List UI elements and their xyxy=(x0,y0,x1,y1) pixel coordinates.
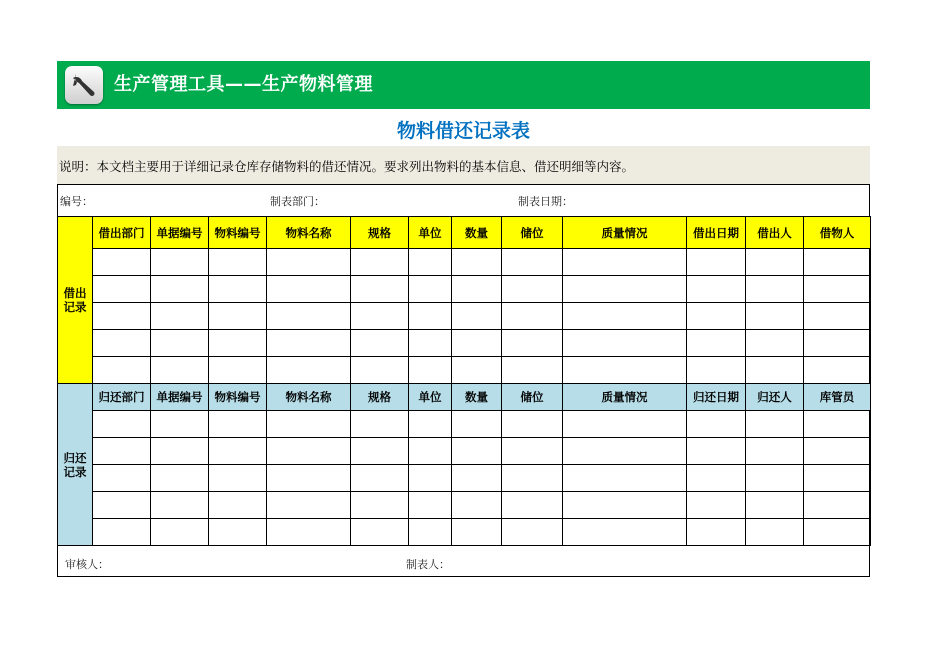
table-cell[interactable] xyxy=(351,465,409,492)
table-row xyxy=(58,465,871,492)
table-cell[interactable] xyxy=(687,465,746,492)
table-row xyxy=(58,249,871,276)
table-cell[interactable] xyxy=(563,357,687,384)
table-cell[interactable] xyxy=(563,411,687,438)
table-cell[interactable] xyxy=(151,492,209,519)
return-header-row xyxy=(58,384,871,411)
table-cell[interactable] xyxy=(267,330,351,357)
table-cell[interactable] xyxy=(563,492,687,519)
table-cell[interactable] xyxy=(351,276,409,303)
table-cell[interactable] xyxy=(687,411,746,438)
table-cell[interactable] xyxy=(746,465,804,492)
table-cell[interactable] xyxy=(502,519,563,546)
table-cell[interactable] xyxy=(267,411,351,438)
table-cell[interactable] xyxy=(502,411,563,438)
table-cell[interactable] xyxy=(409,411,452,438)
table-cell[interactable] xyxy=(267,492,351,519)
column-header: 单据编号 xyxy=(151,384,209,411)
table-cell[interactable] xyxy=(93,276,151,303)
table-cell[interactable] xyxy=(409,465,452,492)
table-cell[interactable] xyxy=(93,249,151,276)
table-cell[interactable] xyxy=(93,411,151,438)
table-cell[interactable] xyxy=(351,357,409,384)
table-cell[interactable] xyxy=(687,330,746,357)
table-cell[interactable] xyxy=(502,438,563,465)
table-cell[interactable] xyxy=(563,465,687,492)
table-cell[interactable] xyxy=(804,465,871,492)
table-cell[interactable] xyxy=(209,249,267,276)
table-cell[interactable] xyxy=(267,438,351,465)
table-cell[interactable] xyxy=(209,303,267,330)
table-cell[interactable] xyxy=(151,357,209,384)
table-cell[interactable] xyxy=(746,357,804,384)
table-cell[interactable] xyxy=(267,276,351,303)
column-header: 质量情况 xyxy=(563,217,687,249)
table-cell[interactable] xyxy=(93,465,151,492)
table-cell[interactable] xyxy=(409,519,452,546)
column-header: 单位 xyxy=(409,384,452,411)
table-cell[interactable] xyxy=(151,303,209,330)
table-cell[interactable] xyxy=(267,465,351,492)
preparer-label: 制表人： xyxy=(406,558,450,571)
table-cell[interactable] xyxy=(746,303,804,330)
table-row xyxy=(58,519,871,546)
column-header: 规格 xyxy=(351,384,409,411)
column-header: 物料名称 xyxy=(267,384,351,411)
table-cell[interactable] xyxy=(804,330,871,357)
wrench-icon xyxy=(65,66,103,104)
table-cell[interactable] xyxy=(746,492,804,519)
table-cell[interactable] xyxy=(452,519,502,546)
table-cell[interactable] xyxy=(804,519,871,546)
table-cell[interactable] xyxy=(209,492,267,519)
table-cell[interactable] xyxy=(746,438,804,465)
column-header: 数量 xyxy=(452,384,502,411)
column-header: 储位 xyxy=(502,217,563,249)
table-cell[interactable] xyxy=(93,492,151,519)
table-row xyxy=(58,492,871,519)
table-cell[interactable] xyxy=(209,519,267,546)
table-cell[interactable] xyxy=(351,492,409,519)
table-cell[interactable] xyxy=(452,438,502,465)
table-cell[interactable] xyxy=(687,249,746,276)
reviewer-label: 审核人： xyxy=(65,558,109,571)
table-cell[interactable] xyxy=(804,276,871,303)
table-cell[interactable] xyxy=(151,330,209,357)
table-cell[interactable] xyxy=(502,357,563,384)
table-cell[interactable] xyxy=(452,357,502,384)
table-row xyxy=(58,330,871,357)
table-cell[interactable] xyxy=(93,303,151,330)
table-cell[interactable] xyxy=(151,519,209,546)
table-cell[interactable] xyxy=(746,330,804,357)
table-cell[interactable] xyxy=(409,303,452,330)
table-cell[interactable] xyxy=(563,330,687,357)
table-cell[interactable] xyxy=(804,438,871,465)
table-cell[interactable] xyxy=(746,411,804,438)
table-cell[interactable] xyxy=(502,249,563,276)
banner-title: 生产管理工具——生产物料管理 xyxy=(114,74,373,95)
table-cell[interactable] xyxy=(563,303,687,330)
table-cell[interactable] xyxy=(151,465,209,492)
table-cell[interactable] xyxy=(746,519,804,546)
table-cell[interactable] xyxy=(267,249,351,276)
number-label: 编号： xyxy=(60,195,93,208)
table-cell[interactable] xyxy=(452,465,502,492)
table-cell[interactable] xyxy=(804,492,871,519)
table-cell[interactable] xyxy=(93,330,151,357)
table-cell[interactable] xyxy=(452,249,502,276)
column-header: 借物人 xyxy=(804,217,871,249)
table-cell[interactable] xyxy=(351,303,409,330)
column-header: 物料编号 xyxy=(209,384,267,411)
column-header: 规格 xyxy=(351,217,409,249)
table-cell[interactable] xyxy=(452,303,502,330)
table-cell[interactable] xyxy=(452,492,502,519)
table-row xyxy=(58,303,871,330)
table-cell[interactable] xyxy=(209,438,267,465)
header-banner xyxy=(57,61,870,109)
table-cell[interactable] xyxy=(267,519,351,546)
table-cell[interactable] xyxy=(267,303,351,330)
table-cell[interactable] xyxy=(151,276,209,303)
table-cell[interactable] xyxy=(409,492,452,519)
table-cell[interactable] xyxy=(209,276,267,303)
table-cell[interactable] xyxy=(687,303,746,330)
column-header: 单位 xyxy=(409,217,452,249)
table-cell[interactable] xyxy=(563,276,687,303)
table-cell[interactable] xyxy=(687,519,746,546)
table-cell[interactable] xyxy=(209,357,267,384)
borrow-return-table xyxy=(57,216,871,546)
document-title: 物料借还记录表 xyxy=(396,120,530,142)
table-cell[interactable] xyxy=(209,465,267,492)
description-text: 说明：本文档主要用于详细记录仓库存储物料的借还情况。要求列出物料的基本信息、借还明细等内容。 xyxy=(59,159,635,174)
table-cell[interactable] xyxy=(502,465,563,492)
column-header: 借出日期 xyxy=(687,217,746,249)
table-cell[interactable] xyxy=(93,519,151,546)
table-cell[interactable] xyxy=(409,330,452,357)
column-header: 物料编号 xyxy=(209,217,267,249)
table-cell[interactable] xyxy=(502,276,563,303)
table-cell[interactable] xyxy=(151,249,209,276)
table-row xyxy=(58,276,871,303)
table-cell[interactable] xyxy=(563,519,687,546)
date-label: 制表日期： xyxy=(518,195,573,208)
borrow-header-row xyxy=(58,217,871,249)
table-row xyxy=(58,357,871,384)
column-header: 单据编号 xyxy=(151,217,209,249)
table-cell[interactable] xyxy=(409,276,452,303)
column-header: 借出人 xyxy=(746,217,804,249)
department-label: 制表部门： xyxy=(270,195,325,208)
return-section-label: 归还 记录 xyxy=(58,384,93,546)
table-cell[interactable] xyxy=(267,357,351,384)
table-cell[interactable] xyxy=(804,249,871,276)
table-cell[interactable] xyxy=(351,411,409,438)
table-cell[interactable] xyxy=(351,438,409,465)
table-cell[interactable] xyxy=(93,357,151,384)
table-cell[interactable] xyxy=(804,357,871,384)
column-header: 归还人 xyxy=(746,384,804,411)
table-cell[interactable] xyxy=(351,330,409,357)
table-cell[interactable] xyxy=(746,276,804,303)
table-cell[interactable] xyxy=(409,357,452,384)
table-cell[interactable] xyxy=(209,330,267,357)
table-cell[interactable] xyxy=(687,357,746,384)
column-header: 数量 xyxy=(452,217,502,249)
table-cell[interactable] xyxy=(804,303,871,330)
table-cell[interactable] xyxy=(151,411,209,438)
column-header: 库管员 xyxy=(804,384,871,411)
description-note xyxy=(57,146,870,184)
table-cell[interactable] xyxy=(502,303,563,330)
table-cell[interactable] xyxy=(687,276,746,303)
column-header: 储位 xyxy=(502,384,563,411)
table-cell[interactable] xyxy=(351,519,409,546)
table-cell[interactable] xyxy=(687,492,746,519)
column-header: 质量情况 xyxy=(563,384,687,411)
column-header: 借出部门 xyxy=(93,217,151,249)
table-cell[interactable] xyxy=(452,276,502,303)
table-cell[interactable] xyxy=(409,249,452,276)
table-cell[interactable] xyxy=(452,330,502,357)
table-cell[interactable] xyxy=(502,330,563,357)
table-cell[interactable] xyxy=(746,249,804,276)
borrow-section-label: 借出 记录 xyxy=(58,217,93,384)
table-cell[interactable] xyxy=(452,411,502,438)
table-cell[interactable] xyxy=(409,438,452,465)
table-cell[interactable] xyxy=(209,411,267,438)
table-cell[interactable] xyxy=(93,438,151,465)
table-cell[interactable] xyxy=(502,492,563,519)
table-row xyxy=(58,411,871,438)
table-cell[interactable] xyxy=(804,411,871,438)
column-header: 归还日期 xyxy=(687,384,746,411)
column-header: 归还部门 xyxy=(93,384,151,411)
table-cell[interactable] xyxy=(351,249,409,276)
table-row xyxy=(58,438,871,465)
table-cell[interactable] xyxy=(151,438,209,465)
table-cell[interactable] xyxy=(563,438,687,465)
table-cell[interactable] xyxy=(687,438,746,465)
column-header: 物料名称 xyxy=(267,217,351,249)
table-cell[interactable] xyxy=(563,249,687,276)
